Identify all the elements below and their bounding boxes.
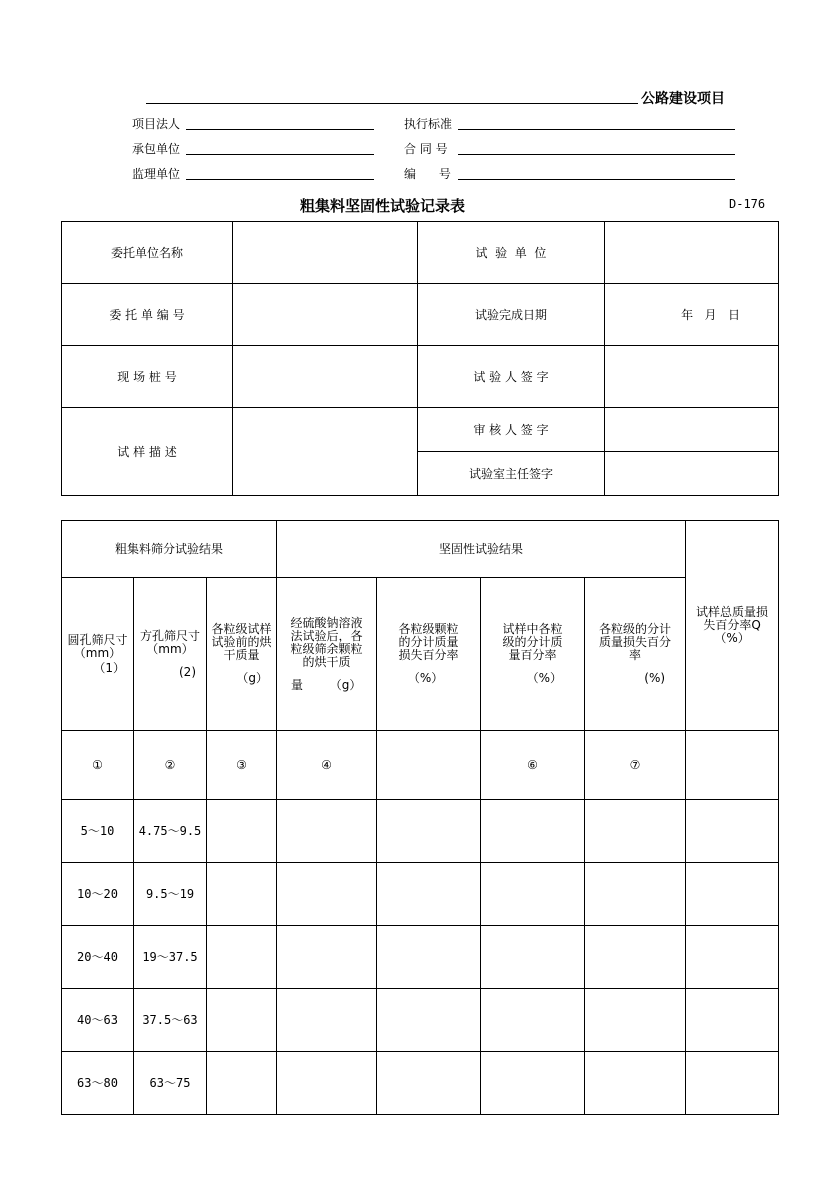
data-cell[interactable] [481, 800, 585, 863]
data-cell[interactable] [481, 1052, 585, 1115]
data-cell[interactable] [377, 1052, 481, 1115]
circled-number: ① [62, 731, 134, 800]
sample-desc-value[interactable] [233, 408, 418, 496]
info-table [61, 221, 779, 496]
col-header-text: 各粒级颗粒的分计质量损失百分率 [398, 622, 459, 662]
project-suffix: 公路建设项目 [641, 91, 725, 107]
director-label: 试验室主任签字 [418, 452, 605, 496]
col-header-round-sieve [62, 578, 134, 731]
tester-label: 试 验 人 签 字 [418, 346, 605, 408]
field-line-contractor[interactable] [186, 154, 374, 155]
data-cell[interactable] [686, 926, 779, 989]
data-cell[interactable] [585, 1052, 686, 1115]
data-cell[interactable] [686, 863, 779, 926]
col-header-weighted-loss [585, 578, 686, 731]
circled-number: ⑦ [585, 731, 686, 800]
data-cell[interactable] [585, 989, 686, 1052]
col-header-text: 各粒级试样试验前的烘干质量 [211, 622, 272, 662]
data-cell[interactable] [277, 1052, 377, 1115]
order-no-value[interactable] [233, 284, 418, 346]
data-cell[interactable] [481, 926, 585, 989]
test-unit-value[interactable] [605, 222, 779, 284]
field-line-serial-no[interactable] [458, 179, 735, 180]
group-soundness-header: 坚固性试验结果 [277, 521, 686, 578]
col-header-unit: (2) [179, 664, 196, 679]
field-line-owner[interactable] [186, 129, 374, 130]
station-value[interactable] [233, 346, 418, 408]
square-sieve-size: 63～75 [134, 1052, 207, 1115]
director-signature[interactable] [605, 452, 779, 496]
reviewer-label: 审 核 人 签 字 [418, 408, 605, 452]
round-sieve-size: 5～10 [62, 800, 134, 863]
field-line-contract-no[interactable] [458, 154, 735, 155]
data-cell[interactable] [277, 989, 377, 1052]
field-label-owner: 项目法人 [132, 117, 181, 131]
circled-number [377, 731, 481, 800]
col-header-fraction-loss [377, 578, 481, 731]
form-title: 粗集料坚固性试验记录表 [300, 197, 466, 215]
data-cell[interactable] [277, 863, 377, 926]
table-row [62, 926, 779, 989]
table-row [62, 863, 779, 926]
data-cell[interactable] [585, 800, 686, 863]
data-cell[interactable] [277, 926, 377, 989]
table-row [62, 800, 779, 863]
sample-desc-label: 试 样 描 述 [62, 408, 233, 496]
data-cell[interactable] [585, 926, 686, 989]
col-header-text: 方孔筛尺寸（mm） [139, 628, 200, 656]
data-cell[interactable] [481, 863, 585, 926]
field-line-supervisor[interactable] [186, 179, 374, 180]
finish-date-value[interactable]: 年 月 日 [605, 284, 779, 346]
circled-number: ③ [207, 731, 277, 800]
total-loss-header [686, 521, 779, 731]
circled-number: ⑥ [481, 731, 585, 800]
field-label-contractor: 承包单位 [132, 142, 181, 156]
form-code: D-176 [729, 197, 766, 211]
round-sieve-size: 40～63 [62, 989, 134, 1052]
col-header-text: 圆孔筛尺寸（mm） [67, 632, 128, 660]
circled-number: ④ [277, 731, 377, 800]
col-header-text: 经硫酸钠溶液法试验后，各粒级筛余颗粒的烘干质 [290, 615, 363, 669]
square-sieve-size: 4.75～9.5 [134, 800, 207, 863]
col-header-unit: （%） [526, 671, 563, 685]
data-cell[interactable] [686, 989, 779, 1052]
data-cell[interactable] [207, 926, 277, 989]
finish-date-label: 试验完成日期 [418, 284, 605, 346]
client-name-value[interactable] [233, 222, 418, 284]
results-table [61, 520, 779, 1115]
circled-number-row [62, 731, 779, 800]
data-cell[interactable] [686, 1052, 779, 1115]
station-label: 现 场 桩 号 [62, 346, 233, 408]
data-cell[interactable] [207, 863, 277, 926]
field-line-standard[interactable] [458, 129, 735, 130]
data-cell[interactable] [207, 1052, 277, 1115]
square-sieve-size: 37.5～63 [134, 989, 207, 1052]
order-no-label: 委 托 单 编 号 [62, 284, 233, 346]
data-cell[interactable] [207, 989, 277, 1052]
col-header-unit: 量 （g） [291, 677, 362, 692]
col-header-text: 各粒级的分计质量损失百分率 [599, 622, 672, 662]
tester-signature[interactable] [605, 346, 779, 408]
test-unit-label: 试 验 单 位 [418, 222, 605, 284]
data-cell[interactable] [377, 863, 481, 926]
round-sieve-size: 63～80 [62, 1052, 134, 1115]
table-row [62, 989, 779, 1052]
field-label-contract-no: 合 同 号 [404, 142, 448, 156]
field-label-standard: 执行标准 [404, 117, 453, 131]
project-name-line[interactable] [146, 103, 638, 104]
data-cell[interactable] [207, 800, 277, 863]
field-label-serial-no: 编 号 [404, 167, 451, 181]
data-cell[interactable] [377, 926, 481, 989]
square-sieve-size: 9.5～19 [134, 863, 207, 926]
data-cell[interactable] [481, 989, 585, 1052]
col-header-fraction-percent [481, 578, 585, 731]
round-sieve-size: 20～40 [62, 926, 134, 989]
data-cell[interactable] [377, 989, 481, 1052]
data-cell[interactable] [686, 800, 779, 863]
col-header-unit: （%） [407, 671, 444, 685]
col-header-initial-mass [207, 578, 277, 731]
field-label-supervisor: 监理单位 [132, 167, 181, 181]
col-header-square-sieve [134, 578, 207, 731]
circled-number: ② [134, 731, 207, 800]
data-cell[interactable] [277, 800, 377, 863]
square-sieve-size: 19～37.5 [134, 926, 207, 989]
client-name-label: 委托单位名称 [62, 222, 233, 284]
col-header-unit: （g） [236, 671, 269, 685]
data-cell[interactable] [377, 800, 481, 863]
col-header-residual-mass [277, 578, 377, 731]
col-header-unit: (%) [644, 671, 666, 685]
data-cell[interactable] [585, 863, 686, 926]
reviewer-signature[interactable] [605, 408, 779, 452]
group-sieve-header: 粗集料筛分试验结果 [62, 521, 277, 578]
circled-number-empty [686, 731, 779, 800]
round-sieve-size: 10～20 [62, 863, 134, 926]
table-row [62, 1052, 779, 1115]
total-loss-header-text: 试样总质量损失百分率Q（%） [696, 605, 769, 645]
col-header-text: 试样中各粒级的分计质量百分率 [502, 622, 563, 662]
col-header-unit: （1） [93, 660, 125, 675]
